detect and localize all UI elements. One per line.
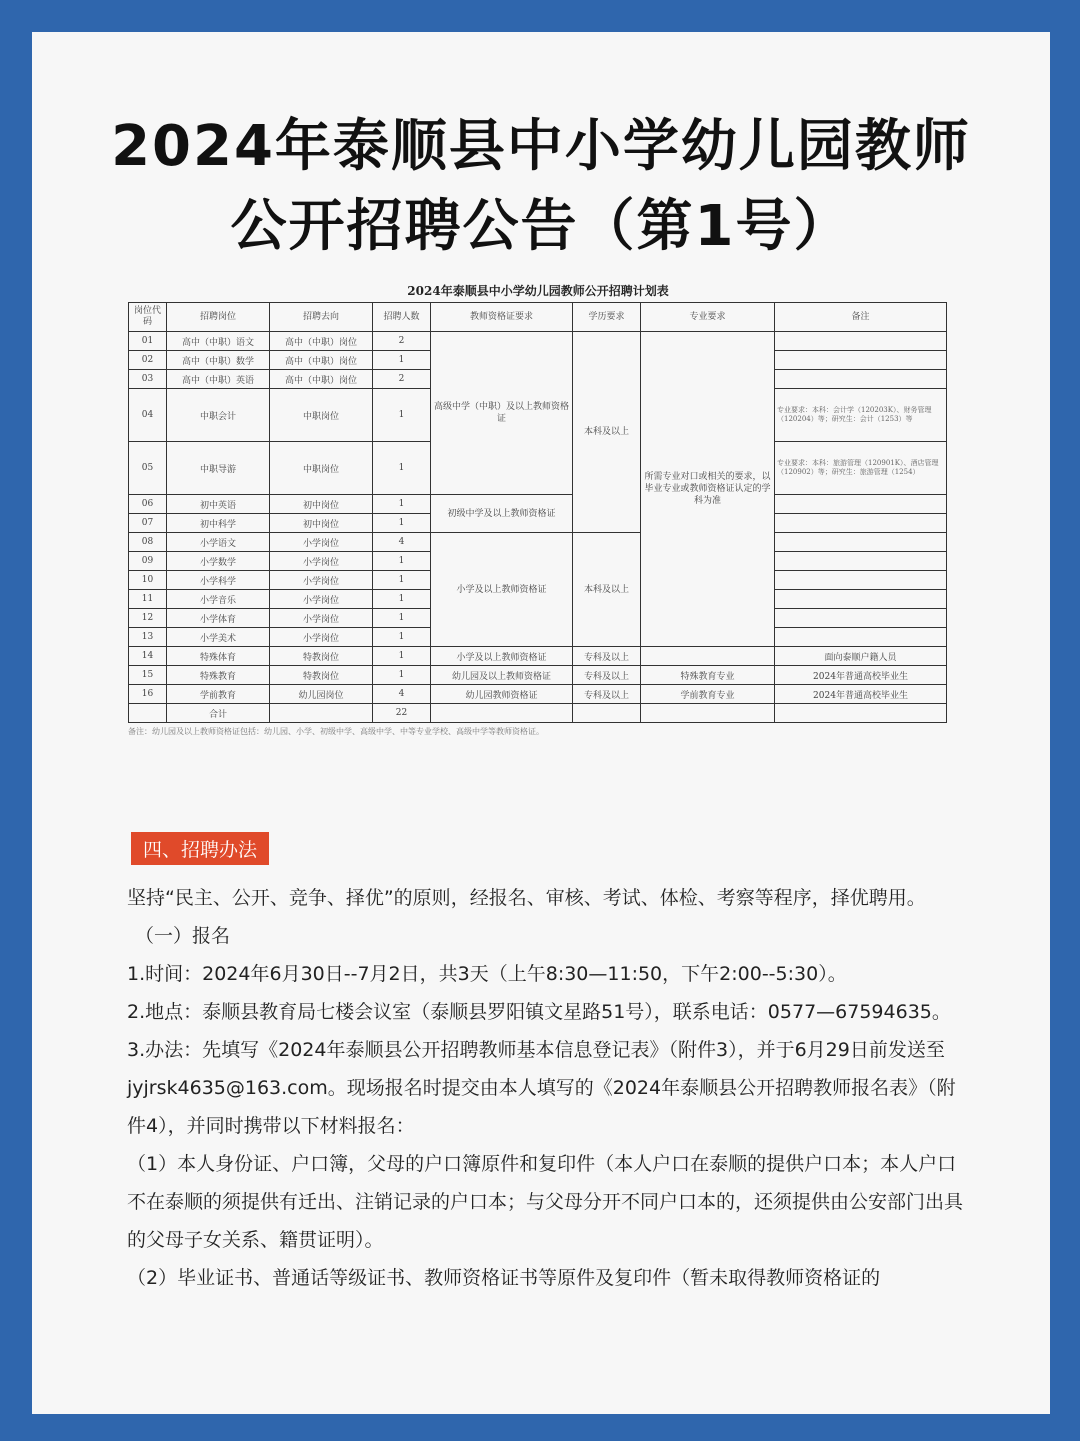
cell-remark: [775, 533, 947, 552]
cell-count: 2: [373, 370, 431, 389]
table-row: [129, 332, 947, 351]
cell-destination: 高中（中职）岗位: [270, 332, 373, 351]
cell-position: 高中（中职）数学: [167, 351, 270, 370]
header-remark: 备注: [775, 303, 947, 332]
cell-major: [641, 647, 775, 666]
cell-edu-bachelor: 本科及以上: [573, 332, 641, 533]
cell-remark: [775, 514, 947, 533]
cell-count: 1: [373, 351, 431, 370]
cell-position: 中职会计: [167, 389, 270, 442]
cell-position: 特殊体育: [167, 647, 270, 666]
cell-destination: 小学岗位: [270, 552, 373, 571]
cell-remark: [775, 609, 947, 628]
cell-position: 初中英语: [167, 495, 270, 514]
cell-count: 2: [373, 332, 431, 351]
cell-destination: 小学岗位: [270, 628, 373, 647]
paragraph: （1）本人身份证、户口簿，父母的户口簿原件和复印件（本人户口在泰顺的提供户口本；本人户口不在泰顺的须提供有迁出、注销记录的户口本；与父母分开不同户口本的，还须提供由公安部门出具的父母子女关系、籍贯证明）。: [127, 1153, 964, 1251]
page-title-line2: 公开招聘公告（第1号）: [230, 194, 852, 259]
cell-code: 13: [129, 628, 167, 647]
total-value: 22: [373, 704, 431, 723]
table-header-row: [129, 303, 947, 332]
cell-remark: 面向泰顺户籍人员: [775, 647, 947, 666]
cell-empty: [573, 704, 641, 723]
cell-code: 14: [129, 647, 167, 666]
cell-major: 特殊教育专业: [641, 666, 775, 685]
cell-education: 专科及以上: [573, 666, 641, 685]
cell-remark: 2024年普通高校毕业生: [775, 685, 947, 704]
cell-count: 1: [373, 552, 431, 571]
table-total-row: [129, 704, 947, 723]
cell-code: 08: [129, 533, 167, 552]
paragraph: 坚持“民主、公开、竞争、择优”的原则，经报名、审核、考试、体检、考察等程序，择优聘用。: [127, 887, 926, 909]
cell-remark: [775, 590, 947, 609]
table-row: [129, 666, 947, 685]
paragraph: （2）毕业证书、普通话等级证书、教师资格证书等原件及复印件（暂未取得教师资格证的: [127, 1267, 881, 1289]
section-body: [127, 879, 967, 1297]
cell-code: [129, 704, 167, 723]
cell-count: 1: [373, 628, 431, 647]
cell-destination: 中职岗位: [270, 442, 373, 495]
cell-destination: 初中岗位: [270, 514, 373, 533]
cell-position: 高中（中职）语文: [167, 332, 270, 351]
cell-cert-primary: 小学及以上教师资格证: [431, 533, 573, 647]
cell-remark: [775, 571, 947, 590]
header-code: 岗位代码: [129, 303, 167, 332]
cell-empty: [431, 704, 573, 723]
cell-code: 16: [129, 685, 167, 704]
cell-position: 小学体育: [167, 609, 270, 628]
cell-destination: 小学岗位: [270, 609, 373, 628]
header-certificate: 教师资格证要求: [431, 303, 573, 332]
header-major: 专业要求: [641, 303, 775, 332]
cell-cert-middle: 初级中学及以上教师资格证: [431, 495, 573, 533]
header-position: 招聘岗位: [167, 303, 270, 332]
table-row: [129, 685, 947, 704]
cell-remark: [775, 552, 947, 571]
cell-code: 10: [129, 571, 167, 590]
cell-remark-tourism: 专业要求：本科：旅游管理（120901K）、酒店管理（120902）等；研究生：旅游管理（1254）: [775, 442, 947, 495]
cell-position: 小学数学: [167, 552, 270, 571]
cell-cert-high: 高级中学（中职）及以上教师资格证: [431, 332, 573, 495]
section-tag: 四、招聘办法: [131, 832, 269, 865]
recruitment-plan: [128, 282, 948, 737]
document-page: [32, 32, 1050, 1414]
recruitment-method-section: [127, 832, 967, 1297]
cell-code: 15: [129, 666, 167, 685]
table-row: [129, 533, 947, 552]
cell-count: 1: [373, 590, 431, 609]
cell-destination: 高中（中职）岗位: [270, 370, 373, 389]
cell-code: 07: [129, 514, 167, 533]
cell-edu-primary: 本科及以上: [573, 533, 641, 647]
cell-certificate: 幼儿园及以上教师资格证: [431, 666, 573, 685]
cell-count: 1: [373, 514, 431, 533]
cell-position: 小学语文: [167, 533, 270, 552]
cell-count: 1: [373, 571, 431, 590]
table-remark: 备注：幼儿园及以上教师资格证包括：幼儿园、小学、初级中学、高级中学、中等专业学校、高级中学等教师资格证。: [128, 727, 544, 736]
cell-code: 03: [129, 370, 167, 389]
cell-education: 专科及以上: [573, 647, 641, 666]
table-row: [129, 495, 947, 514]
cell-remark: [775, 351, 947, 370]
cell-destination: 幼儿园岗位: [270, 685, 373, 704]
cell-remark: [775, 495, 947, 514]
paragraph: 1.时间：2024年6月30日--7月2日，共3天（上午8:30—11:50，下午2:00--5:30）。: [127, 963, 847, 985]
cell-empty: [775, 704, 947, 723]
cell-count: 4: [373, 685, 431, 704]
cell-destination: 高中（中职）岗位: [270, 351, 373, 370]
cell-position: 学前教育: [167, 685, 270, 704]
cell-destination: [270, 704, 373, 723]
header-destination: 招聘去向: [270, 303, 373, 332]
cell-certificate: 幼儿园教师资格证: [431, 685, 573, 704]
cell-position: 中职导游: [167, 442, 270, 495]
cell-remark: [775, 332, 947, 351]
paragraph: （一）报名: [135, 925, 231, 947]
cell-destination: 初中岗位: [270, 495, 373, 514]
cell-position: 初中科学: [167, 514, 270, 533]
cell-count: 1: [373, 389, 431, 442]
cell-code: 09: [129, 552, 167, 571]
cell-code: 06: [129, 495, 167, 514]
cell-code: 12: [129, 609, 167, 628]
header-education: 学历要求: [573, 303, 641, 332]
cell-count: 1: [373, 442, 431, 495]
cell-code: 01: [129, 332, 167, 351]
cell-major: 学前教育专业: [641, 685, 775, 704]
cell-destination: 小学岗位: [270, 571, 373, 590]
paragraph: 2.地点：泰顺县教育局七楼会议室（泰顺县罗阳镇文星路51号），联系电话：0577—67594635。: [127, 1001, 951, 1023]
cell-destination: 特教岗位: [270, 647, 373, 666]
cell-destination: 特教岗位: [270, 666, 373, 685]
cell-code: 11: [129, 590, 167, 609]
cell-code: 02: [129, 351, 167, 370]
cell-count: 1: [373, 647, 431, 666]
cell-remark: [775, 370, 947, 389]
cell-count: 1: [373, 495, 431, 514]
cell-certificate: 小学及以上教师资格证: [431, 647, 573, 666]
cell-destination: 小学岗位: [270, 533, 373, 552]
cell-position: 特殊教育: [167, 666, 270, 685]
paragraph: 3.办法：先填写《2024年泰顺县公开招聘教师基本信息登记表》（附件3），并于6月29日前发送至jyjrsk4635@163.com。现场报名时提交由本人填写的《2024年泰顺县公开招聘教师报名表》（附件4），并同时携带以下材料报名：: [127, 1039, 956, 1137]
header-count: 招聘人数: [373, 303, 431, 332]
cell-empty: [641, 704, 775, 723]
cell-major-general: 所需专业对口或相关的要求，以毕业专业或教师资格证认定的学科为准: [641, 332, 775, 647]
cell-count: 1: [373, 609, 431, 628]
cell-education: 专科及以上: [573, 685, 641, 704]
cell-count: 1: [373, 666, 431, 685]
cell-destination: 小学岗位: [270, 590, 373, 609]
cell-code: 05: [129, 442, 167, 495]
recruitment-plan-table: [128, 302, 947, 723]
table-row: [129, 647, 947, 666]
cell-position: 小学音乐: [167, 590, 270, 609]
cell-remark-accounting: 专业要求：本科：会计学（120203K）、财务管理（120204）等；研究生：会计（1253）等: [775, 389, 947, 442]
cell-position: 小学美术: [167, 628, 270, 647]
cell-destination: 中职岗位: [270, 389, 373, 442]
cell-code: 04: [129, 389, 167, 442]
total-label: 合计: [167, 704, 270, 723]
table-title: 2024年泰顺县中小学幼儿园教师公开招聘计划表: [407, 284, 669, 298]
cell-remark: 2024年普通高校毕业生: [775, 666, 947, 685]
cell-remark: [775, 628, 947, 647]
cell-position: 高中（中职）英语: [167, 370, 270, 389]
page-title-line1: 2024年泰顺县中小学幼儿园教师: [111, 114, 971, 179]
cell-count: 4: [373, 533, 431, 552]
cell-position: 小学科学: [167, 571, 270, 590]
